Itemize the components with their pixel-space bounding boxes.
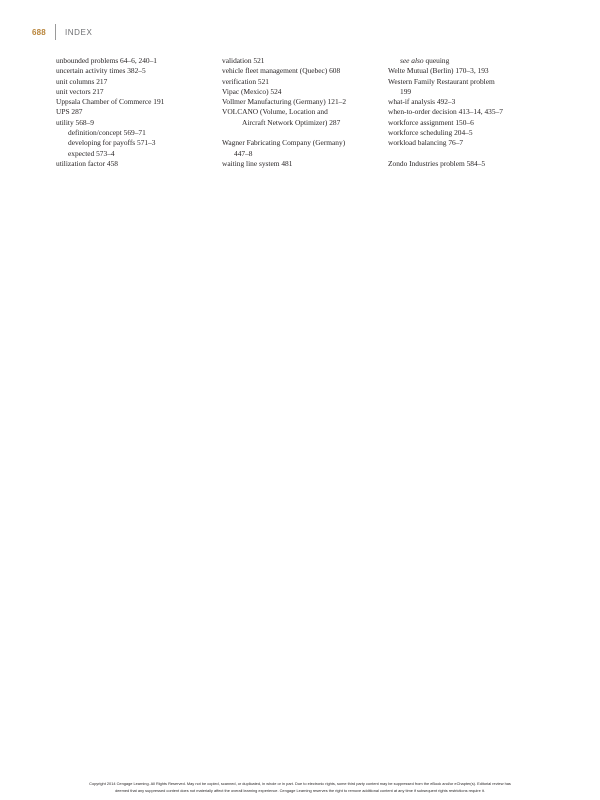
index-entry: what-if analysis 492–3 xyxy=(388,97,456,107)
index-entry: workload balancing 76–7 xyxy=(388,138,464,148)
index-column-2 xyxy=(222,56,346,169)
index-entry: uncertain activity times 382–5 xyxy=(56,66,146,76)
index-entry: verification 521 xyxy=(222,76,269,86)
index-entry: when-to-order decision 413–14, 435–7 xyxy=(388,107,503,117)
page-number: 688 xyxy=(32,27,46,37)
section-title: INDEX xyxy=(64,27,93,37)
index-subentry: 447–8 xyxy=(234,148,253,158)
index-column-3 xyxy=(388,56,503,169)
index-entry: unit columns 217 xyxy=(56,76,108,86)
index-entry: unbounded problems 64–6, 240–1 xyxy=(56,56,157,65)
index-subentry: definition/concept 569–71 xyxy=(68,128,146,138)
copyright-line-1: Copyright 2014 Cengage Learning. All Rights Reserved. May not be copied, scanned, or duplicated, in whole or in part. Due to electronic rights, some third party content may be suppressed from the eBook and/or eChapter(s). Editorial review has xyxy=(89,781,511,786)
index-entry: utility 568–9 xyxy=(56,117,94,127)
index-entry: Wagner Fabricating Company (Germany) xyxy=(222,138,346,148)
index-subentry: developing for payoffs 571–3 xyxy=(68,138,156,148)
index-entry: unit vectors 217 xyxy=(56,86,104,96)
cross-reference-label: see also xyxy=(400,56,424,65)
index-entry: Western Family Restaurant problem xyxy=(388,76,495,86)
entry-spacer xyxy=(388,149,503,159)
copyright-line-2: deemed that any suppressed content does not materially affect the overall learning experience. Cengage Learning reserves the right to remove additional content at any time if subsequent rights restrictions require it. xyxy=(115,787,485,793)
copyright-footer xyxy=(22,781,578,794)
index-entry: Zondo Industries problem 584–5 xyxy=(388,158,486,168)
index-entry: VOLCANO (Volume, Location and xyxy=(222,107,328,117)
index-entry: utilization factor 458 xyxy=(56,158,118,168)
entry-spacer xyxy=(222,128,346,138)
index-entry: Welte Mutual (Berlin) 170–3, 193 xyxy=(388,66,489,76)
index-entry: validation 521 xyxy=(222,56,265,65)
index-subentry: 199 xyxy=(400,86,412,96)
index-entry: UPS 287 xyxy=(56,107,83,117)
index-column-1 xyxy=(56,56,164,169)
index-entry: Uppsala Chamber of Commerce 191 xyxy=(56,97,165,107)
index-subentry: see also queuing xyxy=(400,56,450,65)
index-subentry: expected 573–4 xyxy=(68,148,115,158)
index-entry: workforce scheduling 204–5 xyxy=(388,128,473,138)
index-entry: Vipac (Mexico) 524 xyxy=(222,86,282,96)
index-entry: Vollmer Manufacturing (Germany) 121–2 xyxy=(222,97,347,107)
index-entry: workforce assignment 150–6 xyxy=(388,117,474,127)
running-header xyxy=(32,24,92,40)
index-subentry: Aircraft Network Optimizer) 287 xyxy=(242,117,341,127)
index-entry: vehicle fleet management (Quebec) 608 xyxy=(222,66,341,76)
header-divider xyxy=(55,24,56,40)
index-entry: waiting line system 481 xyxy=(222,158,293,168)
